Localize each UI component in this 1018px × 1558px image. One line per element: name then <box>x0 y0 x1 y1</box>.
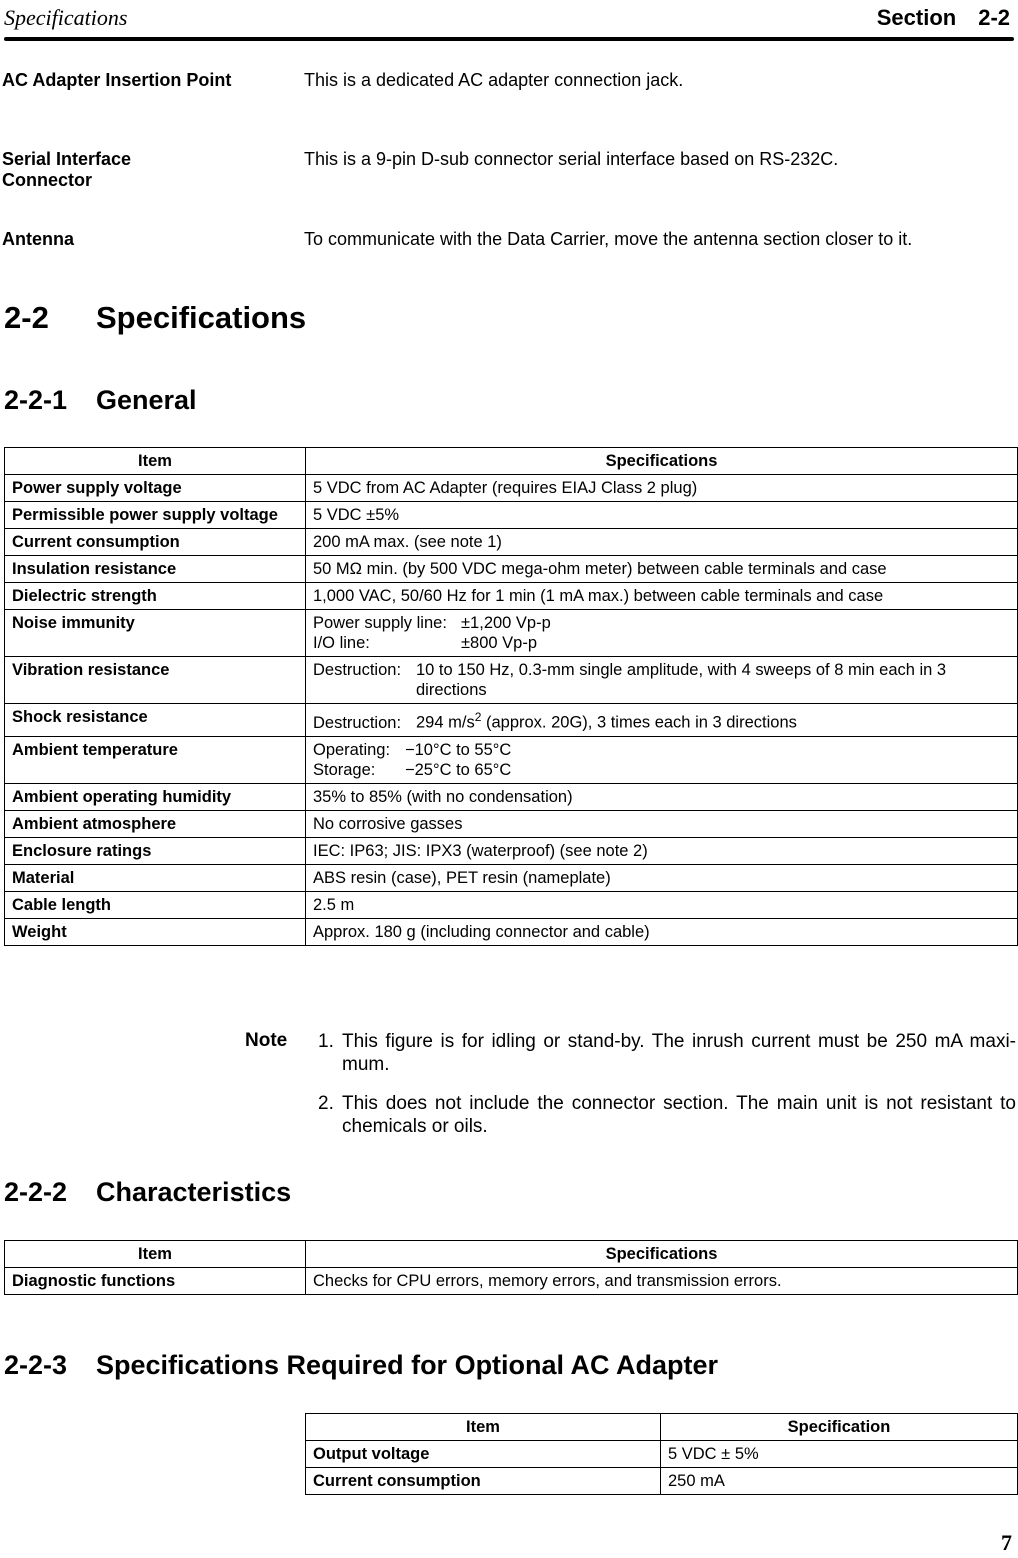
intro-text-ac-adapter: This is a dedicated AC adapter connection jack. <box>304 70 684 90</box>
characteristics-table <box>4 1240 1018 1295</box>
table-row: Noise immunity Power supply line: ±1,200 Vp-p I/O line: ±800 Vp-p <box>5 610 1018 657</box>
table-row: Weight Approx. 180 g (including connector and cable) <box>5 918 1018 945</box>
column-header-item: Item <box>306 1414 661 1441</box>
table-row: Enclosure ratings IEC: IP63; JIS: IPX3 (waterproof) (see note 2) <box>5 837 1018 864</box>
adapter-spec-table <box>305 1413 1018 1495</box>
page-number: 7 <box>1001 1530 1012 1555</box>
note-item-1: 1. This figure is for idling or stand-by. The inrush current must be 250 mA maxi-mum. <box>318 1031 1016 1075</box>
table-header-row <box>306 1414 1018 1441</box>
header-rule <box>4 37 1014 41</box>
running-header-title: Specifications <box>4 5 128 30</box>
adapter-heading-title: Specifications Required for Optional AC Adapter <box>96 1350 719 1380</box>
intro-text-serial: This is a 9-pin D-sub connector serial interface based on RS-232C. <box>304 149 839 169</box>
intro-label-ac-adapter: AC Adapter Insertion Point <box>2 70 232 90</box>
running-header-section <box>855 5 1010 31</box>
intro-label-antenna: Antenna <box>2 229 74 249</box>
characteristics-heading-title: Characteristics <box>96 1177 292 1207</box>
general-heading-number: 2-2-1 <box>4 385 68 415</box>
table-row: Material ABS resin (case), PET resin (nameplate) <box>5 864 1018 891</box>
intro-label-serial: Serial Interface Connector <box>2 149 132 190</box>
section-heading-number: 2-2 <box>4 300 49 335</box>
general-heading <box>4 385 197 416</box>
intro-text-antenna: To communicate with the Data Carrier, move the antenna section closer to it. <box>304 229 913 249</box>
characteristics-heading-number: 2-2-2 <box>4 1177 68 1207</box>
table-row: Power supply voltage 5 VDC from AC Adapter (requires EIAJ Class 2 plug) <box>5 475 1018 502</box>
column-header-specification: Specification <box>661 1414 1018 1441</box>
table-row: Shock resistance Destruction: 294 $m/s^2$ (approx. 20G), 3 times each in 3 directions <box>5 704 1018 737</box>
table-row: Vibration resistance Destruction: 10 to 150 Hz, 0.3-mm single amplitude, with 4 sweeps of 8 min each in 3 directions <box>5 657 1018 704</box>
table-row: Insulation resistance 50 MΩ min. (by 500 VDC mega-ohm meter) between cable terminals and case <box>5 556 1018 583</box>
column-header-specifications: Specifications <box>306 1241 1018 1268</box>
table-row: Current consumption 250 mA <box>306 1468 1018 1495</box>
table-row: Output voltage 5 VDC ± 5% <box>306 1441 1018 1468</box>
adapter-heading-number: 2-2-3 <box>4 1350 68 1380</box>
table-row: Cable length 2.5 m <box>5 891 1018 918</box>
characteristics-heading <box>4 1177 291 1208</box>
table-row: Ambient atmosphere No corrosive gasses <box>5 810 1018 837</box>
table-row: Permissible power supply voltage 5 VDC ±5% <box>5 502 1018 529</box>
adapter-heading <box>4 1350 718 1381</box>
general-heading-title: General <box>96 385 197 415</box>
section-heading-title: Specifications <box>96 300 307 335</box>
column-header-item: Item <box>5 1241 306 1268</box>
column-header-item: Item <box>5 448 306 475</box>
section-heading <box>4 300 306 336</box>
table-header-row <box>5 448 1018 475</box>
table-row: Ambient temperature Operating: −10°C to 55°C Storage: −25°C to 65°C <box>5 736 1018 783</box>
section-number: 2-2 <box>978 5 1010 30</box>
table-row: Ambient operating humidity 35% to 85% (with no condensation) <box>5 783 1018 810</box>
table-row: Diagnostic functions Checks for CPU errors, memory errors, and transmission errors. <box>5 1268 1018 1295</box>
general-spec-table <box>4 447 1018 946</box>
table-row: Current consumption 200 mA max. (see note 1) <box>5 529 1018 556</box>
note-label: Note <box>245 1030 288 1051</box>
column-header-specifications: Specifications <box>306 448 1018 475</box>
table-row: Dielectric strength 1,000 VAC, 50/60 Hz for 1 min (1 mA max.) between cable terminals and case <box>5 583 1018 610</box>
note-item-2: 2. This does not include the connector section. The main unit is not resistant to chemicals or oils. <box>318 1093 1016 1137</box>
table-header-row <box>5 1241 1018 1268</box>
section-word: Section <box>876 5 957 30</box>
